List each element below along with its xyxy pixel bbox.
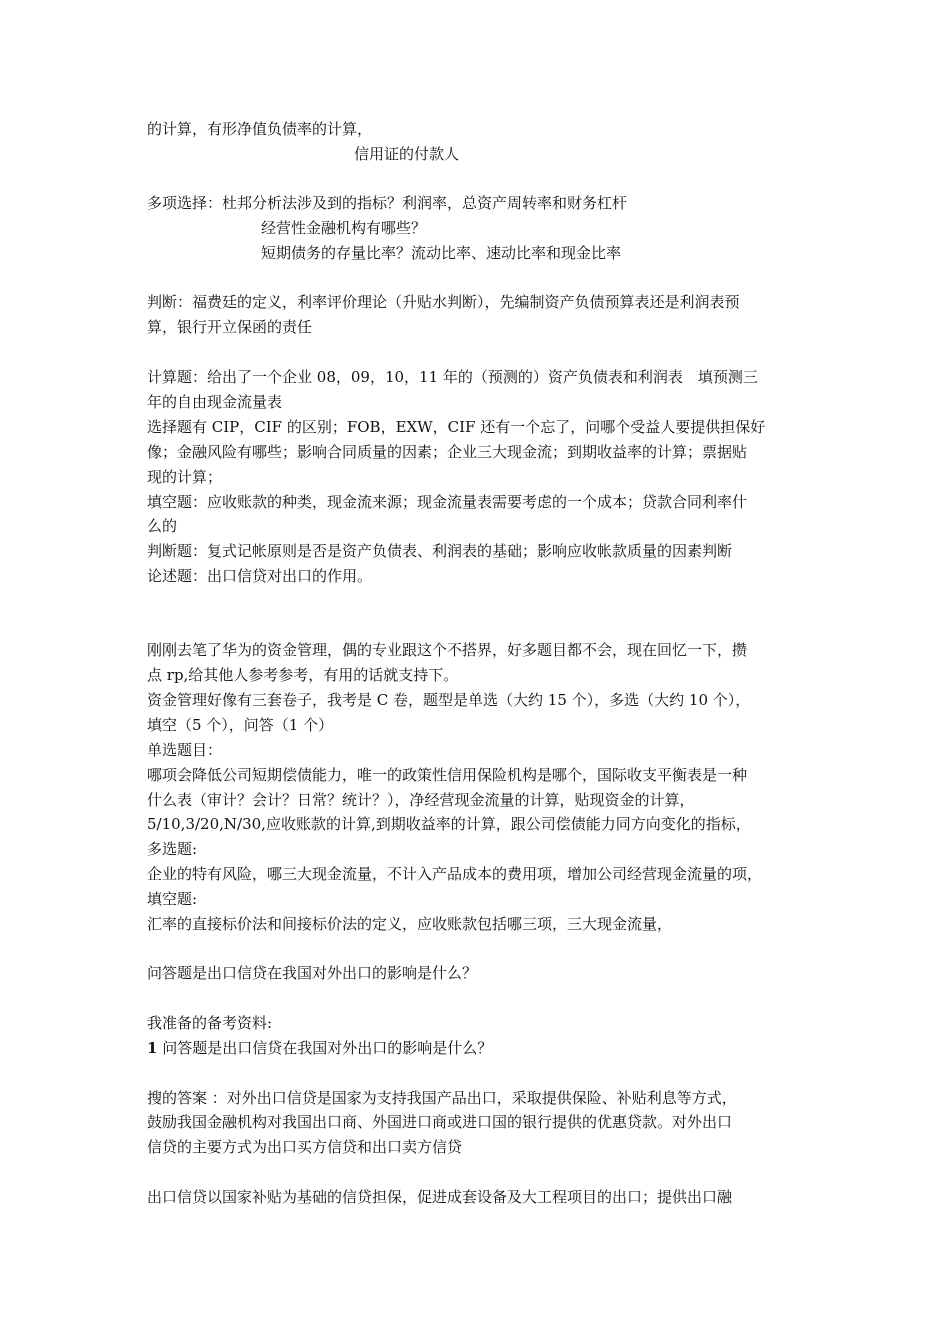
text-line: 填空题: xyxy=(147,890,198,908)
text-line: 点 rp,给其他人参考参考，有用的话就支持下。 xyxy=(147,666,459,684)
text-line: 填空题：应收账款的种类，现金流来源；现金流量表需要考虑的一个成本；贷款合同利率什 xyxy=(147,493,748,511)
text-line: 短期债务的存量比率？流动比率、速动比率和现金比率 xyxy=(261,244,622,262)
item-number: 1 xyxy=(147,1039,158,1057)
text-line: 判断：福费廷的定义，利率评价理论（升贴水判断），先编制资产负债预算表还是利润表预 xyxy=(147,293,740,311)
text-line: 判断题：复式记帐原则是否是资产负债表、利润表的基础；影响应收帐款质量的因素判断 xyxy=(147,542,733,560)
text-line: 哪项会降低公司短期偿债能力，唯一的政策性信用保险机构是哪个，国际收支平衡表是一种 xyxy=(147,766,748,784)
text-line: 鼓励我国金融机构对我国出口商、外国进口商或进口国的银行提供的优惠贷款。对外出口 xyxy=(147,1113,733,1131)
text-line: 什么表（审计？会计？日常？统计？），净经营现金流量的计算，贴现资金的计算， xyxy=(147,791,695,809)
text-line: 像；金融风险有哪些；影响合同质量的因素；企业三大现金流；到期收益率的计算；票据贴 xyxy=(147,443,748,461)
text-line: 我准备的备考资料: xyxy=(147,1014,273,1032)
text-line: 信贷的主要方式为出口买方信贷和出口卖方信贷 xyxy=(147,1138,463,1156)
text-line: 多选题: xyxy=(147,840,198,858)
text-line: 搜的答案 ：对外出口信贷是国家为支持我国产品出口，采取提供保险、补贴利息等方式， xyxy=(147,1089,737,1107)
text-line: 算，银行开立保函的责任 xyxy=(147,318,313,336)
text-line: 信用证的付款人 xyxy=(354,145,460,163)
text-line xyxy=(147,1037,492,1059)
text-line: 填空（5 个），问答（1 个） xyxy=(147,716,334,734)
text-line: 多项选择：杜邦分析法涉及到的指标？利润率，总资产周转率和财务杠杆 xyxy=(147,194,628,212)
text-line: 资金管理好像有三套卷子，我考是 C 卷，题型是单选（大约 15 个），多选（大约 10 个）， xyxy=(147,691,751,709)
text-line: 5/10,3/20,N/30,应收账款的计算,到期收益率的计算，跟公司偿债能力同方向变化的指标， xyxy=(147,815,751,833)
text-line: 计算题：给出了一个企业 08，09，10，11 年的（预测的）资产负债表和利润表 填预测三 xyxy=(147,368,758,386)
text-line: 年的自由现金流量表 xyxy=(147,393,283,411)
text-line: 经营性金融机构有哪些？ xyxy=(261,219,427,237)
text-line: 论述题：出口信贷对出口的作用。 xyxy=(147,567,373,585)
text-line: 问答题是出口信贷在我国对外出口的影响是什么？ xyxy=(147,964,478,982)
text-line: 现的计算； xyxy=(147,468,223,486)
text-line: 出口信贷以国家补贴为基础的信贷担保，促进成套设备及大工程项目的出口；提供出口融 xyxy=(147,1188,733,1206)
text-line: 汇率的直接标价法和间接标价法的定义，应收账款包括哪三项，三大现金流量， xyxy=(147,915,673,933)
text-line: 企业的特有风险，哪三大现金流量，不计入产品成本的费用项，增加公司经营现金流量的项， xyxy=(147,865,763,883)
text-line: 的计算，有形净值负债率的计算， xyxy=(147,120,373,138)
text-line: 刚刚去笔了华为的资金管理，偶的专业跟这个不搭界，好多题目都不会，现在回忆一下，攒 xyxy=(147,641,748,659)
text-line: 选择题有 CIP，CIF 的区别；FOB，EXW，CIF 还有一个忘了，问哪个受益人要提供担保好 xyxy=(147,418,766,436)
question-text: 问答题是出口信贷在我国对外出口的影响是什么？ xyxy=(162,1039,493,1057)
text-line: 单选题目： xyxy=(147,741,223,759)
text-line: 么的 xyxy=(147,517,178,535)
